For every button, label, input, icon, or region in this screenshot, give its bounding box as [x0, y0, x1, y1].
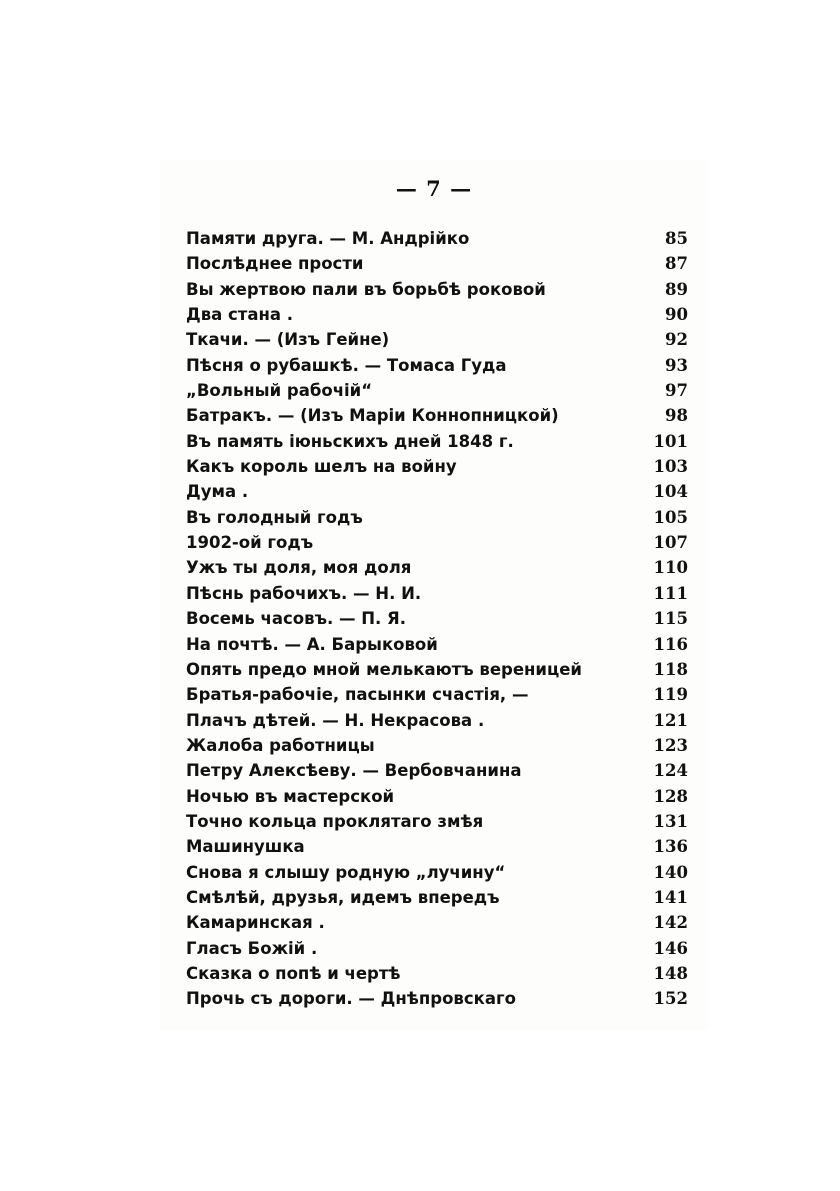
toc-entry-title: Дума . — [186, 482, 249, 502]
toc-entry-title: Сказка о попѣ и чертѣ — [186, 963, 401, 983]
toc-entry-page: 105 — [653, 507, 688, 527]
toc-entry — [186, 555, 688, 580]
toc-entry-page: 128 — [653, 786, 688, 806]
toc-entry — [186, 910, 688, 935]
toc-entry-title: Памяти друга. — М. Андрійко — [186, 229, 470, 248]
toc-entry — [186, 657, 688, 682]
toc-entry-title: „Вольный рабочій“ — [186, 381, 373, 401]
toc-entry-title: Снова я слышу родную „лучину“ — [186, 862, 506, 882]
toc-entry — [186, 632, 688, 657]
toc-entry — [186, 226, 688, 251]
toc-entry — [186, 581, 688, 606]
toc-entry-title: Восемь часовъ. — П. Я. — [186, 609, 407, 629]
toc-entry-page: 148 — [653, 963, 688, 983]
toc-entry — [186, 251, 688, 276]
toc-entry-page: 141 — [653, 887, 688, 907]
toc-entry-page: 142 — [653, 913, 688, 933]
toc-entry-page: 121 — [653, 710, 688, 730]
toc-entry-page: 118 — [653, 659, 688, 679]
toc-entry-page: 116 — [653, 634, 688, 654]
toc-entry-page: 98 — [665, 406, 688, 426]
toc-entry-title: Опять предо мной мелькаютъ вереницей — [186, 659, 582, 679]
toc-entry — [186, 682, 688, 707]
toc-entry-title: Въ голодный годъ — [186, 507, 363, 527]
toc-entry — [186, 961, 688, 986]
toc-entry — [186, 530, 688, 555]
toc-entry-page: 97 — [665, 381, 688, 401]
toc-entry-page: 124 — [653, 761, 688, 781]
toc-entry-title: Смѣлѣй, друзья, идемъ впередъ — [186, 887, 500, 907]
toc-entry-title: Въ память іюньскихъ дней 1848 г. — [186, 431, 514, 451]
toc-entry — [186, 327, 688, 352]
toc-entry-title: Камаринская . — [186, 913, 325, 933]
toc-entry-page: 101 — [653, 431, 688, 451]
toc-entry-title: Два стана . — [186, 305, 294, 325]
toc-entry-title: Какъ король шелъ на войну — [186, 457, 457, 477]
toc-entry — [186, 479, 688, 504]
toc-entry-page: 115 — [653, 609, 688, 629]
toc-entry — [186, 758, 688, 783]
toc-entry-title: На почтѣ. — А. Барыковой — [186, 634, 438, 654]
toc-entry-page: 93 — [665, 355, 688, 375]
toc-entry — [186, 860, 688, 885]
toc-entry — [186, 733, 688, 758]
toc-entry-title: Точно кольца проклятаго змѣя — [186, 811, 484, 831]
page-number: — 7 — — [395, 176, 473, 201]
toc-entry-page: 104 — [653, 482, 688, 502]
toc-entry — [186, 429, 688, 454]
toc-entry-page: 92 — [665, 330, 688, 350]
toc-entry — [186, 606, 688, 631]
toc-entry — [186, 378, 688, 403]
toc-entry-title: Ткачи. — (Изъ Гейне) — [186, 330, 390, 350]
toc-entry-page: 90 — [665, 305, 688, 325]
toc-entry-title: Пѣсня о рубашкѣ. — Томаса Гуда — [186, 355, 507, 375]
toc-entry — [186, 834, 688, 859]
toc-entry-page: 111 — [653, 583, 688, 603]
toc-entry — [186, 454, 688, 479]
toc-entry-page: 119 — [653, 685, 688, 705]
toc-entry — [186, 302, 688, 327]
table-of-contents — [186, 226, 688, 1012]
toc-entry-title: Жалоба работницы — [186, 735, 375, 755]
toc-entry-page: 87 — [665, 254, 688, 274]
toc-entry — [186, 353, 688, 378]
toc-entry-page: 103 — [653, 457, 688, 477]
toc-entry-page: 152 — [653, 989, 688, 1009]
toc-entry — [186, 708, 688, 733]
toc-entry-title: Прочь съ дороги. — Днѣпровскаго — [186, 989, 516, 1009]
toc-entry — [186, 277, 688, 302]
toc-entry-title: Ночью въ мастерской — [186, 786, 395, 806]
toc-entry-title: Ужъ ты доля, моя доля — [186, 558, 412, 578]
toc-entry-title: Вы жертвою пали въ борьбѣ роковой — [186, 279, 546, 299]
toc-entry-title: Машинушка — [186, 837, 305, 857]
toc-entry-page: 123 — [653, 735, 688, 755]
toc-entry-title: Петру Алексѣеву. — Вербовчанина — [186, 761, 522, 781]
toc-entry-title: Братья-рабочіе, пасынки счастія, — — [186, 685, 529, 705]
toc-entry-page: 146 — [653, 938, 688, 958]
toc-entry — [186, 885, 688, 910]
toc-entry-title: Гласъ Божій . — [186, 938, 318, 958]
toc-entry-title: 1902-ой годъ — [186, 533, 314, 553]
toc-entry-page: 85 — [665, 229, 688, 248]
toc-entry — [186, 505, 688, 530]
toc-entry-page: 89 — [665, 279, 688, 299]
toc-entry-page: 136 — [653, 837, 688, 857]
toc-entry — [186, 986, 688, 1011]
toc-entry-page: 110 — [653, 558, 688, 578]
toc-entry-title: Плачъ дѣтей. — Н. Некрасова . — [186, 710, 485, 730]
toc-entry — [186, 403, 688, 428]
toc-entry-title: Батракъ. — (Изъ Маріи Коннопницкой) — [186, 406, 559, 426]
toc-entry — [186, 809, 688, 834]
toc-entry-title: Пѣснь рабочихъ. — Н. И. — [186, 583, 422, 603]
toc-entry-page: 107 — [653, 533, 688, 553]
toc-entry-title: Послѣднее прости — [186, 254, 364, 274]
toc-entry — [186, 784, 688, 809]
toc-entry-page: 140 — [653, 862, 688, 882]
toc-entry — [186, 936, 688, 961]
toc-entry-page: 131 — [653, 811, 688, 831]
